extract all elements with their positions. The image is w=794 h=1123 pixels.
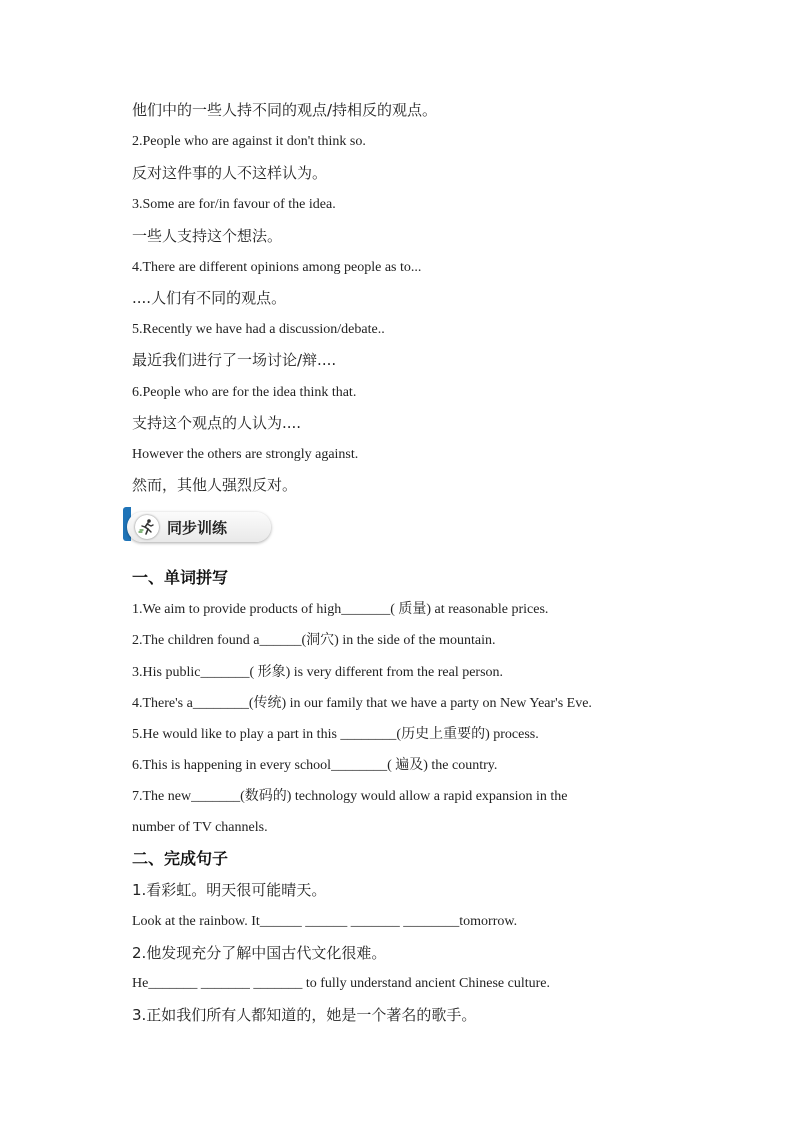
exercise-item: 3.His public_______( 形象) is very different from the real person. (132, 665, 504, 680)
exercise-item: 3.正如我们所有人都知道的，她是一个著名的歌手。 (132, 1006, 477, 1024)
running-figure-icon (135, 515, 159, 539)
exercise-item: number of TV channels. (132, 820, 268, 835)
intro-line: 最近我们进行了一场讨论/辩.... (132, 351, 337, 369)
exercise-item: 1.We aim to provide products of high_______( 质量) at reasonable prices. (132, 602, 549, 617)
exercise-item: 2.The children found a______(洞穴) in the side of the mountain. (132, 633, 496, 648)
exercise-item: 4.There's a________(传统) in our family that we have a party on New Year's Eve. (132, 696, 592, 711)
section-badge (123, 507, 273, 545)
section-title: 二、完成句子 (132, 849, 229, 868)
intro-line: 他们中的一些人持不同的观点/持相反的观点。 (132, 101, 438, 119)
section-title: 一、单词拼写 (132, 568, 229, 587)
intro-line: 4.There are different opinions among people as to... (132, 260, 422, 275)
intro-line: 支持这个观点的人认为.... (132, 414, 302, 432)
intro-line: 一些人支持这个想法。 (132, 227, 283, 245)
badge-pill (127, 512, 271, 542)
intro-line: However the others are strongly against. (132, 447, 359, 462)
exercise-item: 7.The new_______(数码的) technology would allow a rapid expansion in the (132, 789, 568, 804)
intro-line: 5.Recently we have had a discussion/debate.. (132, 322, 385, 337)
intro-line: 6.People who are for the idea think that. (132, 385, 357, 400)
exercise-item: 2.他发现充分了解中国古代文化很难。 (132, 944, 387, 962)
exercise-item: 5.He would like to play a part in this ________(历史上重要的) process. (132, 727, 539, 742)
intro-line: 反对这件事的人不这样认为。 (132, 164, 328, 182)
badge-label: 同步训练 (167, 519, 228, 537)
exercise-item: Look at the rainbow. It______ ______ _______ ________tomorrow. (132, 914, 518, 929)
intro-line: 3.Some are for/in favour of the idea. (132, 197, 336, 212)
exercise-item: He_______ _______ _______ to fully understand ancient Chinese culture. (132, 976, 550, 991)
exercise-item: 6.This is happening in every school________( 遍及) the country. (132, 758, 498, 773)
intro-line: ....人们有不同的观点。 (132, 289, 287, 307)
intro-line: 2.People who are against it don't think so. (132, 134, 366, 149)
intro-line: 然而，其他人强烈反对。 (132, 476, 298, 494)
exercise-item: 1.看彩虹。明天很可能晴天。 (132, 881, 327, 899)
